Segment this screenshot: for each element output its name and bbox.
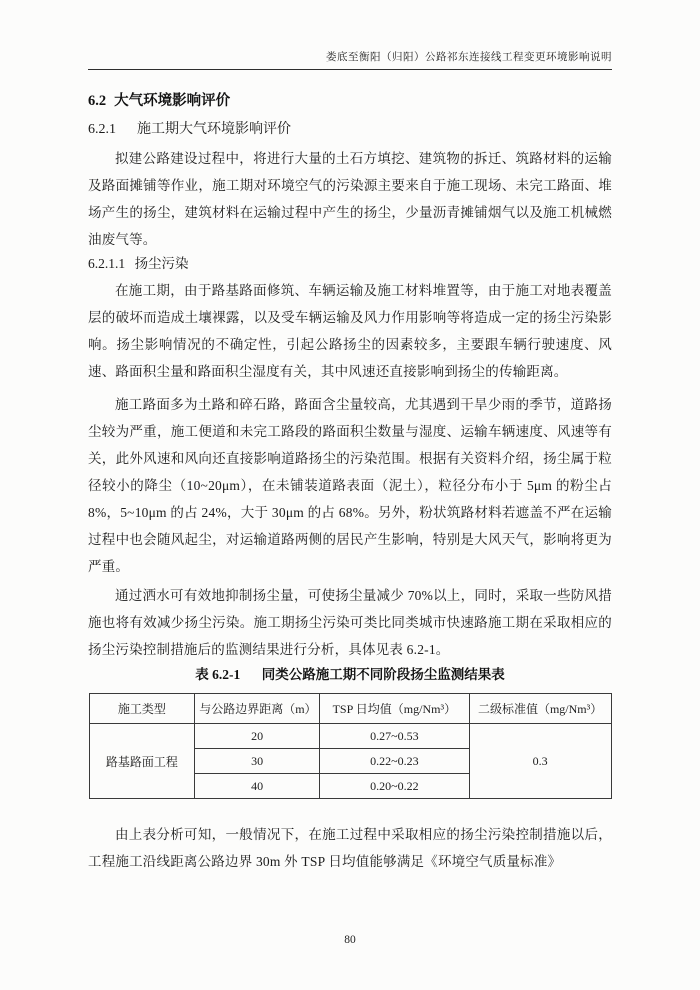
cell-distance: 30 <box>195 749 320 774</box>
section-title: 大气环境影响评价 <box>114 93 231 109</box>
table-caption-label: 表 6.2-1 <box>195 667 241 682</box>
cell-tsp-range: 0.20~0.22 <box>319 774 469 799</box>
cell-tsp-range: 0.27~0.53 <box>319 724 469 749</box>
running-header-title: 娄底至衡阳（归阳）公路祁东连接线工程变更环境影响说明 <box>326 52 612 63</box>
page-content <box>88 91 612 875</box>
cell-distance: 20 <box>195 724 320 749</box>
table-header-row <box>89 694 611 724</box>
running-header <box>88 0 612 70</box>
section-number: 6.2 <box>88 93 107 109</box>
paragraph-water-spray-mitigation: 通过洒水可有效地抑制扬尘量，可使扬尘量减少 70%以上，同时，采取一些防风措施也将有效减少扬尘污染。施工期扬尘污染可类比同类城市快速路施工期在采取相应的扬尘污染控制措施后的监测结果进行分析，具体见表 6.2-1。 <box>88 588 612 657</box>
column-header-distance: 与公路边界距离（m） <box>195 694 320 724</box>
subsubsection-heading-6-2-1-1 <box>88 254 612 274</box>
cell-distance: 40 <box>195 774 320 799</box>
subsubsection-title: 扬尘污染 <box>134 256 189 271</box>
paragraph-construction-overview: 拟建公路建设过程中，将进行大量的土石方填挖、建筑物的拆迁、筑路材料的运输及路面摊铺等作业，施工期对环境空气的污染源主要来自于施工现场、未完工路面、堆场产生的扬尘，建筑材料在运输过程中产生的扬尘，少量沥青摊铺烟气以及施工机械燃油废气等。 <box>88 151 612 247</box>
column-header-construction-type: 施工类型 <box>89 694 195 724</box>
cell-standard-value: 0.3 <box>469 724 611 799</box>
page-number: 80 <box>344 934 356 946</box>
column-header-tsp-daily-mean: TSP 日均值（mg/Nm³） <box>319 694 469 724</box>
dust-monitoring-table <box>89 693 612 799</box>
table-row <box>89 724 611 749</box>
paragraph-dust-factors: 在施工期，由于路基路面修筑、车辆运输及施工材料堆置等，由于施工对地表覆盖层的破坏而造成土壤裸露，以及受车辆运输及风力作用影响等将造成一定的扬尘污染影响。扬尘影响情况的不确定性，引起公路扬尘的因素较多，主要跟车辆行驶速度、风速、路面积尘量和路面积尘湿度有关，其中风速还直接影响到扬尘的传输距离。 <box>88 283 612 379</box>
paragraph-road-dust-detail: 施工路面多为土路和碎石路，路面含尘量较高，尤其遇到干旱少雨的季节，道路扬尘较为严重，施工便道和未完工路段的路面积尘数量与湿度、运输车辆速度、风速等有关，此外风速和风向还直接影响道路扬尘的污染范围。根据有关资料介绍，扬尘属于粒径较小的降尘（10~20μm），在未铺装道路表面（泥土），粒径分布小于 5μm 的粉尘占 8%，5~10μm 的占 24%，大于 30μm 的占 68%。另外，粉状筑路材料若遮盖不严在运输过程中也会随风起尘，对运输道路两侧的居民产生影响，特别是大风天气，影响将更为严重。 <box>88 397 612 574</box>
subsection-heading-6-2-1 <box>88 120 612 140</box>
subsubsection-number: 6.2.1.1 <box>88 256 126 271</box>
subsection-number: 6.2.1 <box>88 122 116 137</box>
subsection-title: 施工期大气环境影响评价 <box>137 122 291 137</box>
cell-construction-type: 路基路面工程 <box>89 724 195 799</box>
column-header-class2-standard: 二级标准值（mg/Nm³） <box>469 694 611 724</box>
cell-tsp-range: 0.22~0.23 <box>319 749 469 774</box>
table-caption <box>88 665 612 685</box>
section-heading-6-2 <box>88 91 612 111</box>
paragraph-conclusion: 由上表分析可知，一般情况下，在施工过程中采取相应的扬尘污染控制措施以后，工程施工沿线距离公路边界 30m 外 TSP 日均值能够满足《环境空气质量标准》 <box>88 827 612 869</box>
table-caption-title: 同类公路施工期不同阶段扬尘监测结果表 <box>261 667 505 682</box>
